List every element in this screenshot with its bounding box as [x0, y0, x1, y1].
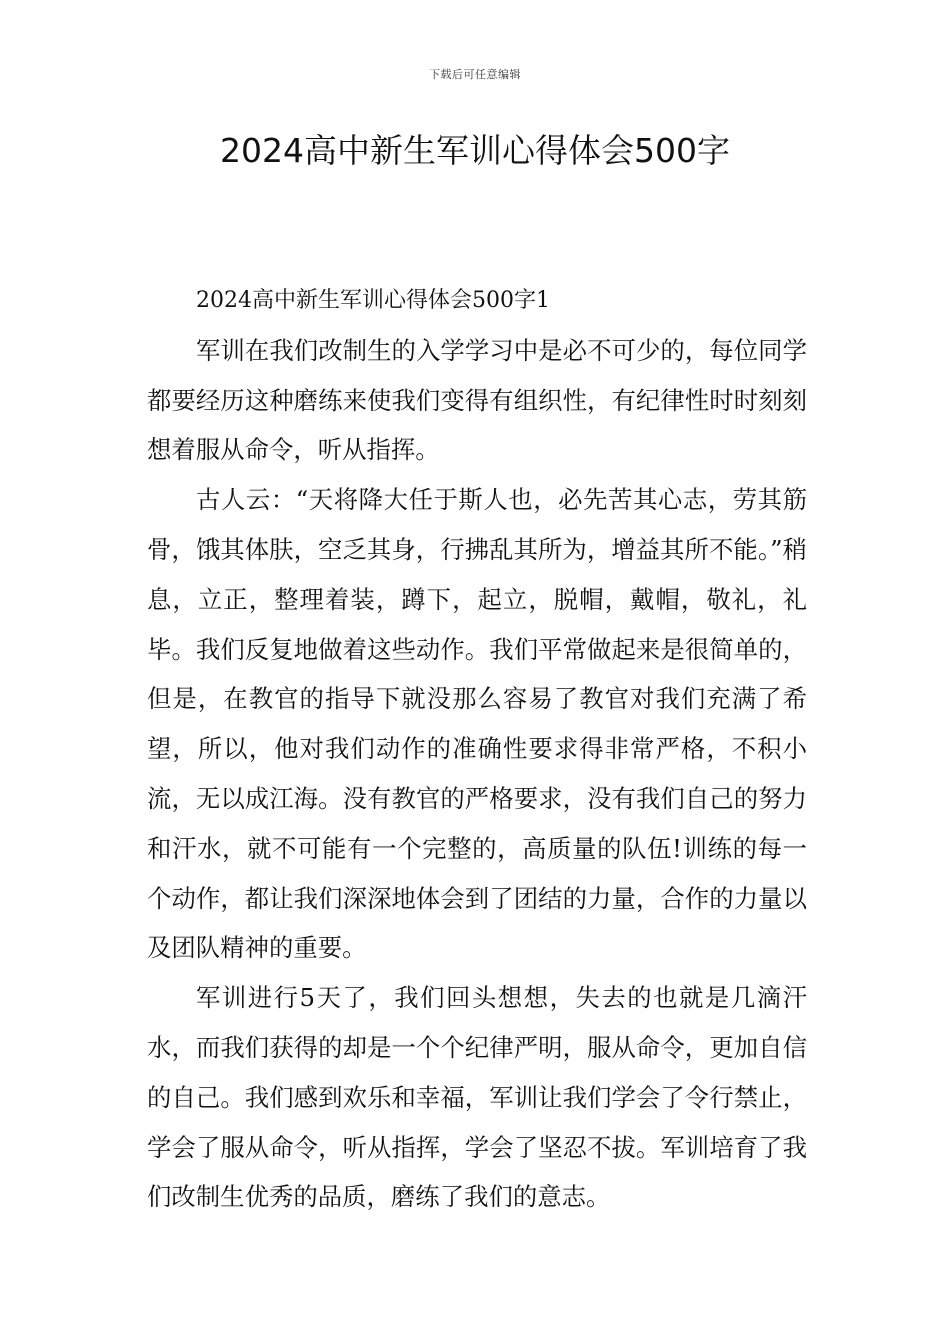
header-note: 下载后可任意编辑 [429, 68, 521, 81]
section-subtitle: 2024高中新生军训心得体会500字1 [196, 288, 550, 313]
document-title: 2024高中新生军训心得体会500字 [220, 131, 730, 170]
document-body [147, 276, 807, 1222]
paragraph-2: 古人云：“天将降大任于斯人也，必先苦其心志，劳其筋骨，饿其体肤，空乏其身，行拂乱其所为，增益其所不能。”稍息，立正，整理着装，蹲下，起立，脱帽，戴帽，敬礼，礼毕。我们反复地做着这些动作。我们平常做起来是很简单的，但是，在教官的指导下就没那么容易了教官对我们充满了希望，所以，他对我们动作的准确性要求得非常严格，不积小流，无以成江海。没有教官的严格要求，没有我们自己的努力和汗水，就不可能有一个完整的，高质量的队伍!训练的每一个动作，都让我们深深地体会到了团结的力量，合作的力量以及团队精神的重要。 [147, 485, 807, 963]
paragraph-1: 军训在我们改制生的入学学习中是必不可少的，每位同学都要经历这种磨练来使我们变得有组织性，有纪律性时时刻刻想着服从命令，听从指挥。 [147, 335, 807, 465]
paragraph-3: 军训进行5天了，我们回头想想，失去的也就是几滴汗水，而我们获得的却是一个个纪律严明，服从命令，更加自信的自己。我们感到欢乐和幸福，军训让我们学会了令行禁止，学会了服从命令，听从指挥，学会了坚忍不拔。军训培育了我们改制生优秀的品质，磨练了我们的意志。 [147, 983, 807, 1212]
